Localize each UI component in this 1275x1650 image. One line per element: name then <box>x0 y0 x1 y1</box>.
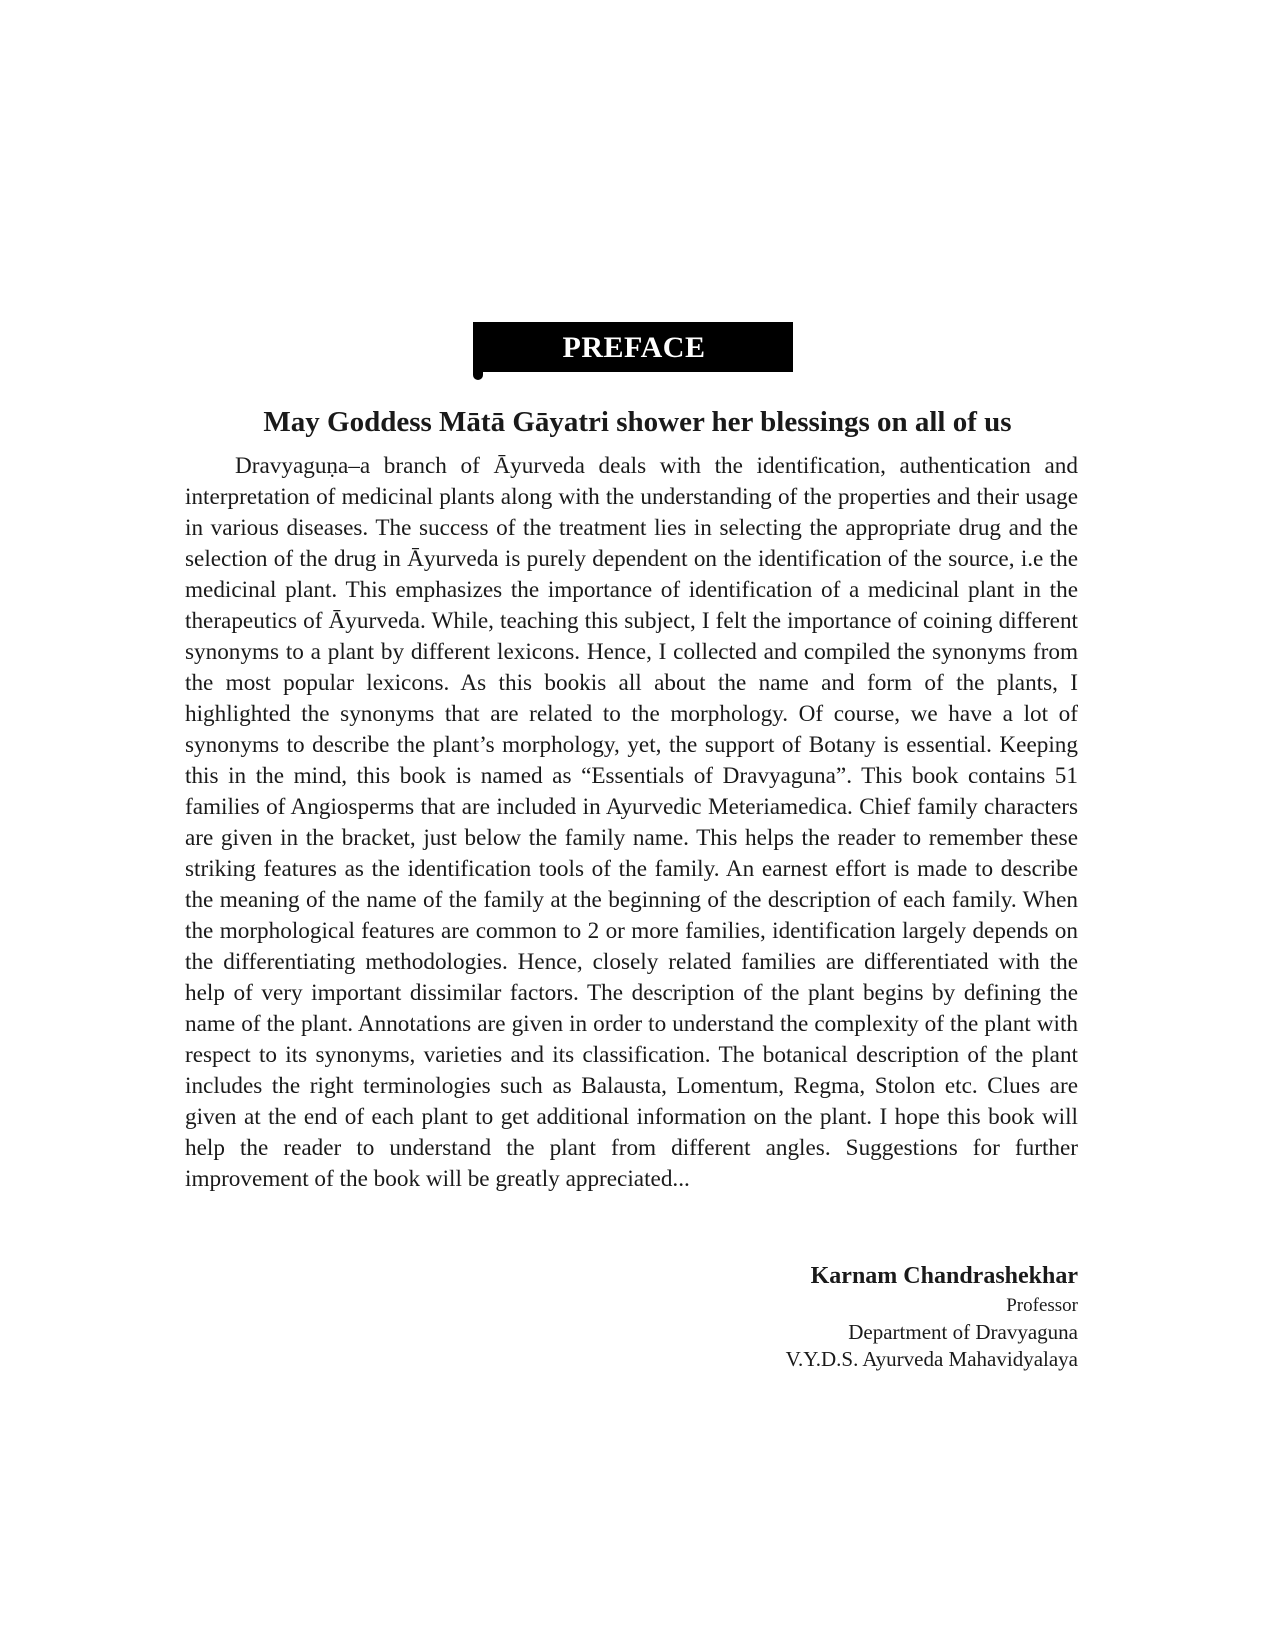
preface-banner <box>473 322 795 374</box>
author-signature-block <box>600 1260 1078 1373</box>
author-institution: V.Y.D.S. Ayurveda Mahavidyalaya <box>785 1347 1078 1371</box>
blessing-subtitle: May Goddess Mātā Gāyatri shower her blessings on all of us <box>263 406 1012 438</box>
preface-body-paragraph: Dravyaguṇa–a branch of Āyurveda deals with the identification, authentication and interpretation of medicinal plants along with the understanding of the properties and their usage in various diseases. The success of the treatment lies in selecting the appropriate drug and the selection of the drug in Āyurveda is purely dependent on the identification of the source, i.e the medicinal plant. This emphasizes the importance of identification of a medicinal plant in the therapeutics of Āyurveda. While, teaching this subject, I felt the importance of coining different synonyms to a plant by different lexicons. Hence, I collected and compiled the synonyms from the most popular lexicons. As this bookis all about the name and form of the plants, I highlighted the synonyms that are related to the morphology. Of course, we have a lot of synonyms to describe the plant’s morphology, yet, the support of Botany is essential. Keeping this in the mind, this book is named as “Essentials of Dravyaguna”. This book contains 51 families of Angiosperms that are included in Ayurvedic Meteriamedica. Chief family characters are given in the bracket, just below the family name. This helps the reader to remember these striking features as the identification tools of the family. An earnest effort is made to describe the meaning of the name of the family at the beginning of the description of each family. When the morphological features are common to 2 or more families, identification largely depends on the differentiating methodologies. Hence, closely related families are differentiated with the help of very important dissimilar factors. The description of the plant begins by defining the name of the plant. Annotations are given in order to understand the complexity of the plant with respect to its synonyms, varieties and its classification. The botanical description of the plant includes the right terminologies such as Balausta, Lomentum, Regma, Stolon etc. Clues are given at the end of each plant to get additional information on the plant. I hope this book will help the reader to understand the plant from different angles. Suggestions for further improvement of the book will be greatly appreciated... <box>185 453 1078 1192</box>
author-department: Department of Dravyaguna <box>848 1320 1078 1344</box>
author-title: Professor <box>1006 1295 1078 1316</box>
author-name: Karnam Chandrashekhar <box>810 1263 1078 1289</box>
preface-title: PREFACE <box>562 331 706 364</box>
